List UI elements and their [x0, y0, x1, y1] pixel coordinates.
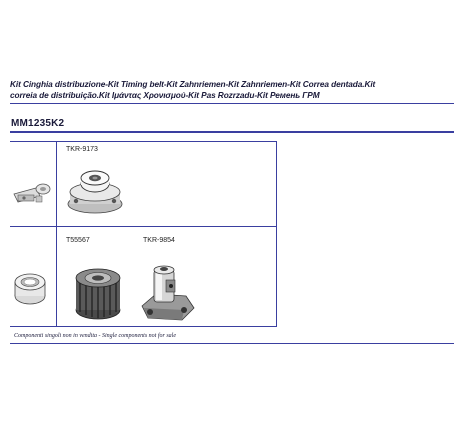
part-code-t55567: T55567 — [66, 237, 90, 244]
table-divider-left — [56, 141, 57, 327]
kit-code: MM1235K2 — [11, 118, 65, 129]
footer-note: Componenti singoli non in vendita - Single components not for sale — [14, 333, 176, 339]
tensioner-bracket-icon — [138, 258, 196, 326]
toothed-belt-roll-icon — [12, 272, 48, 306]
tensioner-pulley-icon — [64, 168, 126, 218]
table-divider-right — [276, 141, 277, 327]
kit-code-rule — [10, 131, 454, 133]
header-rule — [10, 103, 454, 104]
footer-rule — [10, 343, 454, 344]
table-top-rule — [10, 141, 277, 142]
kit-description — [10, 79, 458, 101]
table-bottom-rule — [10, 326, 277, 327]
part-code-tkr-9173: TKR-9173 — [66, 146, 98, 153]
part-code-tkr-9854: TKR-9854 — [143, 237, 175, 244]
kit-description-line-1: Kit Cinghia distribuzione-Kit Timing belt-Kit Zahnriemen-Kit Zahnriemen-Kit Correa dentada.Kit — [10, 79, 376, 89]
belt-tensioner-assembly-icon — [10, 180, 54, 208]
table-row-rule — [10, 226, 277, 227]
kit-description-line-2: correia de distribuição.Kit Ιμάντας Χρονισμού-Kit Pas Rozrzadu-Kit Ремень ГРМ — [10, 90, 320, 100]
toothed-idler-pulley-icon — [72, 262, 124, 322]
